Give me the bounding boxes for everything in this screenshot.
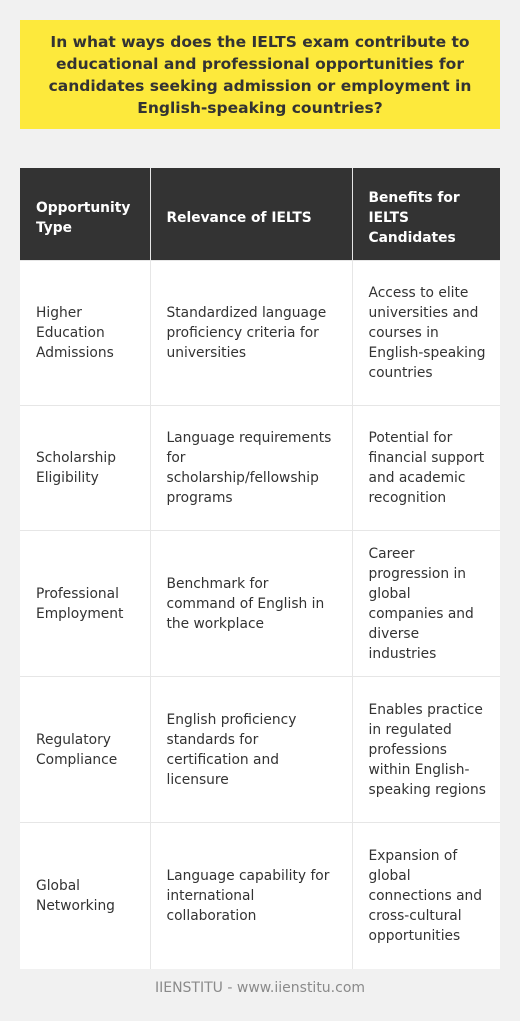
table-row	[20, 531, 500, 677]
cell-relevance: Language requirements for scholarship/fellowship programs	[150, 406, 352, 531]
cell-benefits: Access to elite universities and courses in English-speaking countries	[352, 261, 500, 406]
cell-benefits: Career progression in global companies and diverse industries	[352, 531, 500, 677]
table-header-row	[20, 168, 500, 261]
table-row	[20, 823, 500, 970]
cell-opportunity-type: Professional Employment	[20, 531, 150, 677]
footer-credit: IIENSTITU - www.iienstitu.com	[154, 980, 366, 996]
header-benefits: Benefits for IELTS Candidates	[352, 168, 500, 261]
table-row	[20, 677, 500, 823]
question-banner	[20, 20, 500, 129]
question-text: In what ways does the IELTS exam contribute to educational and professional opportunities for candidates seeking admission or employment in English-speaking countries?	[48, 32, 472, 117]
cell-opportunity-type: Regulatory Compliance	[20, 677, 150, 823]
header-opportunity-type: Opportunity Type	[20, 168, 150, 261]
header-relevance: Relevance of IELTS	[150, 168, 352, 261]
table-row	[20, 261, 500, 406]
cell-relevance: Language capability for international collaboration	[150, 823, 352, 970]
cell-benefits: Potential for financial support and academic recognition	[352, 406, 500, 531]
cell-relevance: Benchmark for command of English in the workplace	[150, 531, 352, 677]
cell-relevance: English proficiency standards for certification and licensure	[150, 677, 352, 823]
opportunity-table	[20, 168, 500, 969]
cell-benefits: Expansion of global connections and cross-cultural opportunities	[352, 823, 500, 970]
cell-opportunity-type: Scholarship Eligibility	[20, 406, 150, 531]
cell-relevance: Standardized language proficiency criteria for universities	[150, 261, 352, 406]
cell-benefits: Enables practice in regulated professions within English-speaking regions	[352, 677, 500, 823]
cell-opportunity-type: Global Networking	[20, 823, 150, 970]
cell-opportunity-type: Higher Education Admissions	[20, 261, 150, 406]
table-row	[20, 406, 500, 531]
